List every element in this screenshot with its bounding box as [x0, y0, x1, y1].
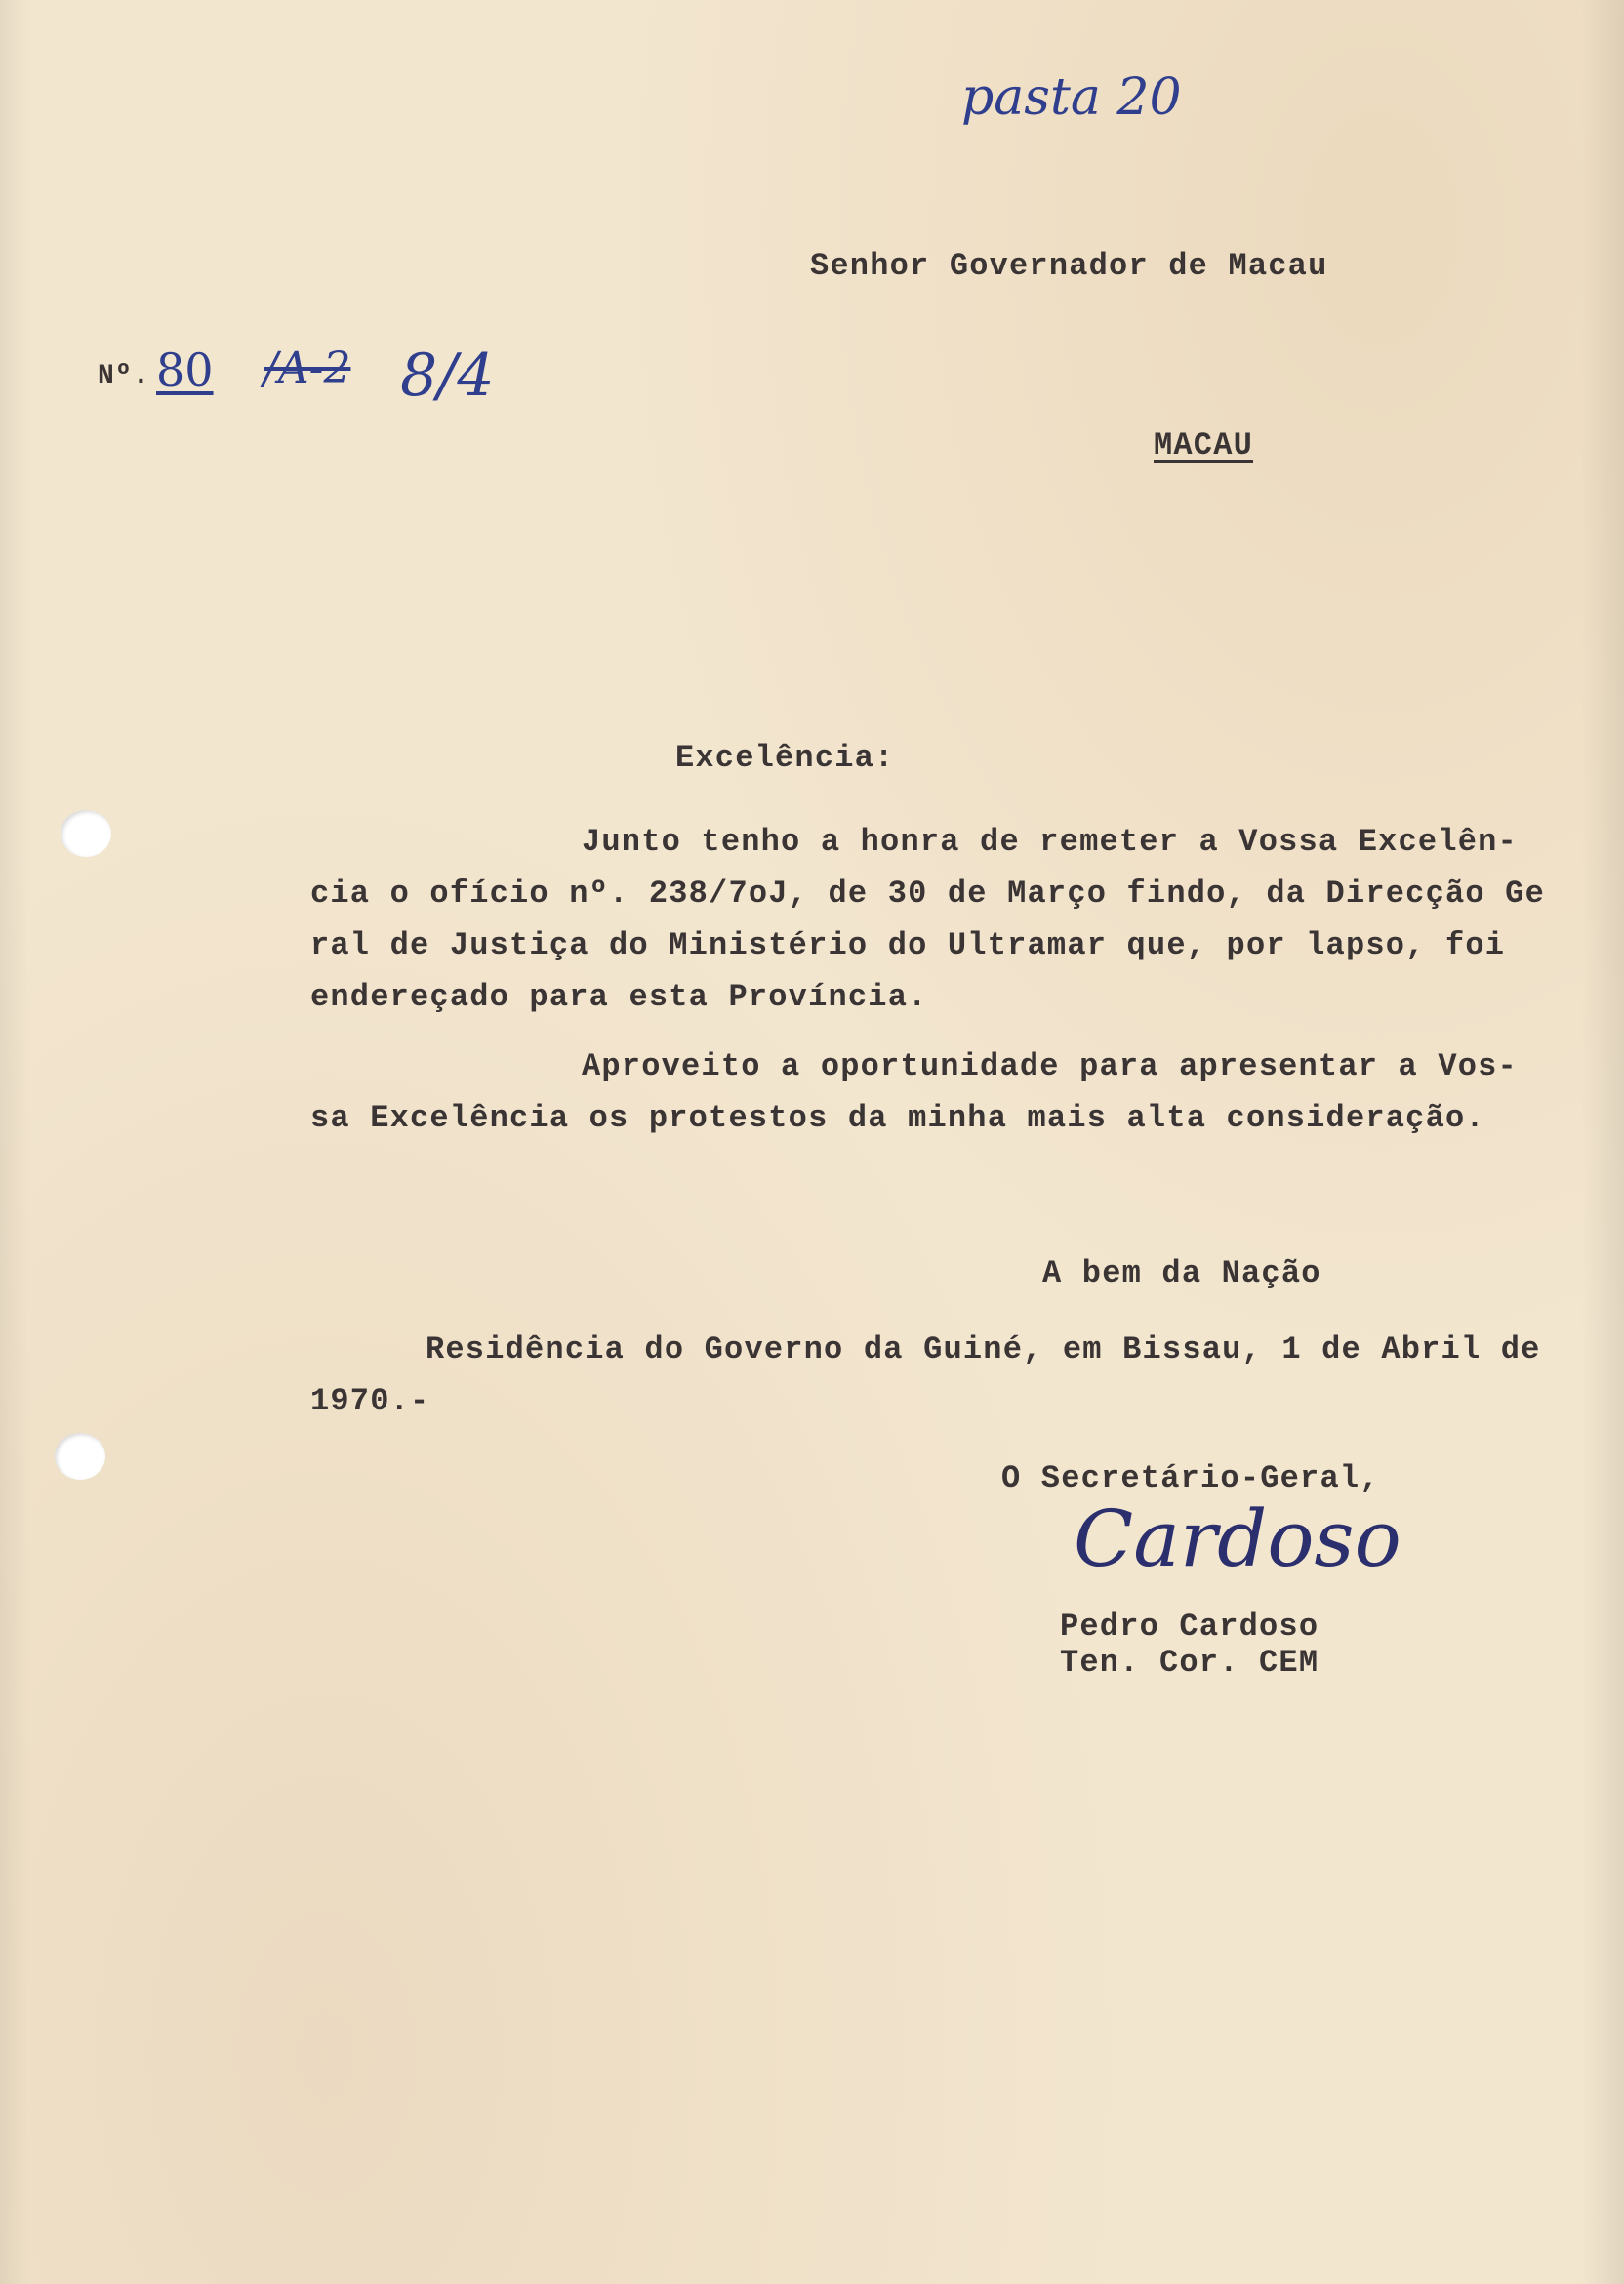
place-date-line: 1970.-	[310, 1383, 430, 1419]
body-line: cia o ofício nº. 238/7oJ, de 30 de Março findo, da Direcção Ge	[310, 876, 1545, 912]
body-line: Junto tenho a honra de remeter a Vossa Excelên-	[582, 824, 1518, 860]
reference-number: 80	[156, 344, 214, 396]
salutation: Excelência:	[675, 740, 895, 776]
reference-label: Nº.	[98, 361, 151, 391]
body-line: endereçado para esta Província.	[310, 979, 928, 1015]
addressee-line: Senhor Governador de Macau	[810, 248, 1328, 284]
body-line: ral de Justiça do Ministério do Ultramar que, por lapso, foi	[310, 927, 1506, 963]
reference-handwritten: 8/4	[400, 342, 495, 410]
punch-hole	[55, 1433, 105, 1480]
punch-hole	[61, 810, 111, 857]
closing-line: sa Excelência os protestos da minha mais alta consideração.	[310, 1100, 1485, 1136]
motto: A bem da Nação	[1042, 1255, 1321, 1291]
handwritten-note: pasta 20	[961, 68, 1182, 127]
closing-line: Aproveito a oportunidade para apresentar a Vos-	[582, 1048, 1518, 1084]
signer-rank: Ten. Cor. CEM	[1060, 1645, 1320, 1681]
signature: Cardoso	[1074, 1493, 1401, 1584]
signer-name: Pedro Cardoso	[1060, 1609, 1320, 1645]
reference-struck: /A-2	[264, 344, 351, 393]
addressee-city: MACAU	[1154, 428, 1254, 464]
place-date-line: Residência do Governo da Guiné, em Bissau, 1 de Abril de	[426, 1331, 1541, 1367]
signature-title: O Secretário-Geral,	[1001, 1460, 1380, 1496]
